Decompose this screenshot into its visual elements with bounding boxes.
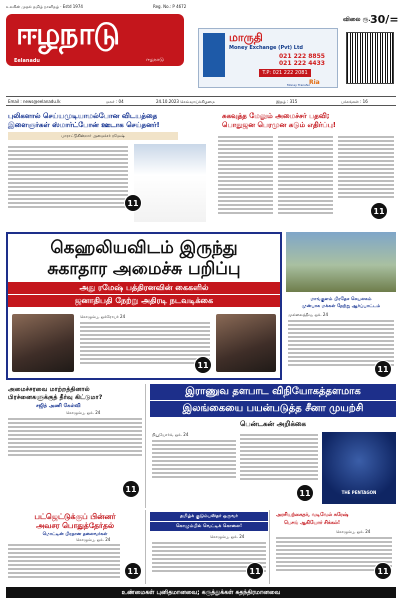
ad-subtitle: Money Exchange (Pvt) Ltd <box>229 45 303 51</box>
issue: இதழ் : 315 <box>276 99 298 104</box>
story-top-left-headline-1: புலிகளால் செய்யமுடியாமல்போன விடயத்தை <box>8 112 158 120</box>
story-top-right-headline-2: பொதுஜன பெரமுன கடும் எதிர்ப்பு! <box>222 121 336 129</box>
story-top-left[interactable] <box>6 110 214 226</box>
story-right-mid[interactable] <box>286 232 396 380</box>
price-value: 30/= <box>370 13 399 26</box>
ad-phone-2: 021 222 4433 <box>279 60 325 67</box>
story-top-left-kicker: பாராட்டுகின்றார் அமைச்சர் ரமேஷ் <box>8 132 178 140</box>
main-text <box>80 320 210 366</box>
mid-left-headline-1: அமைச்சரவை மாற்றத்தினால் <box>8 386 90 393</box>
banner-subheadline: பென்டகன் அறிக்கை <box>239 420 307 428</box>
ad-fax: T.P: 021 222 2081 <box>259 69 311 77</box>
continued-page-badge: 11 <box>296 484 314 502</box>
ad-title: மாருதி <box>229 31 263 44</box>
ad-brand-1: Ria <box>309 79 320 86</box>
footer-slogan: உண்மைகள் புனிதமானவை; கருத்துக்கள் சுதந்திரமானவை <box>6 587 396 598</box>
ad-brand-2: Money Transfer <box>287 83 310 87</box>
portrait-left <box>12 314 74 372</box>
story-banner[interactable] <box>150 384 396 508</box>
email: Email : news@eelanadu.lk <box>8 99 61 104</box>
masthead <box>6 14 184 66</box>
story-top-left-headline-2: இளைஞர்கள் ஸ்மார்ட்போன் ஊடாக செய்தனர்! <box>8 121 160 129</box>
advertisement[interactable] <box>198 28 338 88</box>
mid-left-text <box>8 416 142 458</box>
pentagon-label: THE PENTAGON <box>341 490 377 495</box>
masthead-sub-right: ஈழநாடு <box>146 57 164 63</box>
protest-photo <box>286 232 396 292</box>
story-top-right-headline-1: சுகவுத்த மேலும் அமைச்சர் பதவி; <box>222 112 330 120</box>
continued-page-badge: 11 <box>124 194 142 212</box>
main-subheadline-2: ஜனாதிபதி நேற்று அதிரடி நடவடிக்கை <box>8 295 280 307</box>
continued-page-badge: 11 <box>370 202 388 220</box>
banner-col-1 <box>152 438 236 480</box>
story-top-right-col-1 <box>218 134 273 216</box>
pages: பக்கங்கள் : 16 <box>341 99 368 104</box>
right-mid-dateline: முல்லைத்தீவு, ஒக். 24 <box>288 312 328 317</box>
story-mid-left[interactable] <box>6 384 146 508</box>
masthead-sub-left: Eelanadu <box>14 58 40 64</box>
bottom-left-headline-1: பட்ஜெட்டுக்குப் பின்னர் <box>34 512 116 521</box>
story-top-right-col-3 <box>338 134 394 200</box>
banner-headline-1: இராணுவ தளபாட விநியோகத்தளமாக <box>150 384 396 400</box>
story-top-left-text <box>8 144 128 210</box>
continued-page-badge: 11 <box>122 480 140 498</box>
main-subheadline-1: அது ரமேஷ் பத்திரனவின் கைகளில் <box>8 282 280 294</box>
story-main[interactable] <box>6 232 282 380</box>
bottom-mid-headline-1: தமிழ்க் குடும்பஸ்தர் ஒருவர் <box>150 512 268 521</box>
continued-page-badge: 11 <box>194 356 212 374</box>
registration-number: Reg. No.: P 4672 <box>153 4 187 9</box>
bottom-left-dateline: கொழும்பு, ஒக். 24 <box>76 537 111 542</box>
barcode <box>346 32 394 84</box>
story-bottom-mid[interactable] <box>150 510 270 584</box>
banner-headline-2: இலங்கையை பயன்படுத்த சீனா முயற்சி <box>150 401 396 417</box>
masthead-logo: ஈழநாடு <box>16 17 119 52</box>
ad-phone-1: 021 222 8855 <box>279 53 325 60</box>
mid-left-headline-2: பிரச்னைகளுக்குத் தீர்வு கிட்டுமா? <box>8 394 103 401</box>
bottom-right-dateline: கொழும்பு, ஒக். 24 <box>336 529 371 534</box>
continued-page-badge: 11 <box>246 562 264 580</box>
date: 24.10.2023 செவ்வாய்க்கிழமை <box>156 99 215 104</box>
minister-photo <box>134 144 206 222</box>
price-label: விலை ரூ. <box>343 16 371 23</box>
top-tagline: உலகின் முதல் தமிழ் நாளிதழ் · Estd 1974 <box>6 4 83 9</box>
volume: மலர் : 04 <box>106 99 124 104</box>
story-top-right-col-2 <box>278 134 333 216</box>
bottom-mid-dateline: கொழும்பு, ஒக். 24 <box>210 534 245 539</box>
info-bar <box>6 96 396 106</box>
story-top-right[interactable] <box>218 110 396 228</box>
bottom-right-headline-1: அரசியற்கைதர், வடிவேல் சுரேஷ் <box>276 513 349 518</box>
right-mid-headline-1: மாங்குளம் பிரதேச செயலகம் <box>310 297 372 302</box>
bottom-left-text <box>8 542 120 580</box>
banner-dateline: நியூயோர்க், ஒக். 24 <box>152 432 189 437</box>
pentagon-image <box>322 432 396 504</box>
mid-left-byline: சஜித் அணி கேள்வி <box>36 403 81 409</box>
continued-page-badge: 11 <box>374 562 392 580</box>
bottom-left-byline: மொட்டின் பிரதான தலைவர்கள் <box>42 532 108 537</box>
bottom-left-headline-2: அவசர பொதுத்தேர்தல் <box>35 521 115 530</box>
story-bottom-right[interactable] <box>274 510 396 584</box>
right-mid-headline-2: முன்பாக மக்கள் நேற்று ஆர்ப்பாட்டம் <box>301 304 381 309</box>
main-headline-2: சுகாதார அமைச்சு பறிப்பு <box>47 259 241 279</box>
main-headline-1: கெஹலியவிடம் இருந்து <box>50 238 238 258</box>
bottom-right-headline-2: பெசங் ஆகியோர் சிக்கல்! <box>284 521 341 526</box>
story-bottom-left[interactable] <box>6 510 146 584</box>
mid-left-dateline: கொழும்பு, ஒக். 24 <box>66 410 101 415</box>
ad-logo-block <box>203 33 225 77</box>
continued-page-badge: 11 <box>374 360 392 378</box>
banner-col-2 <box>240 432 318 482</box>
bottom-mid-headline-2: கொழும்பில் வெட்டிக் கொலை! <box>150 522 268 531</box>
continued-page-badge: 11 <box>124 562 142 580</box>
portrait-right <box>216 314 276 372</box>
main-dateline: கொழும்பு, ஒக்ரோபர் 24 <box>80 314 126 319</box>
